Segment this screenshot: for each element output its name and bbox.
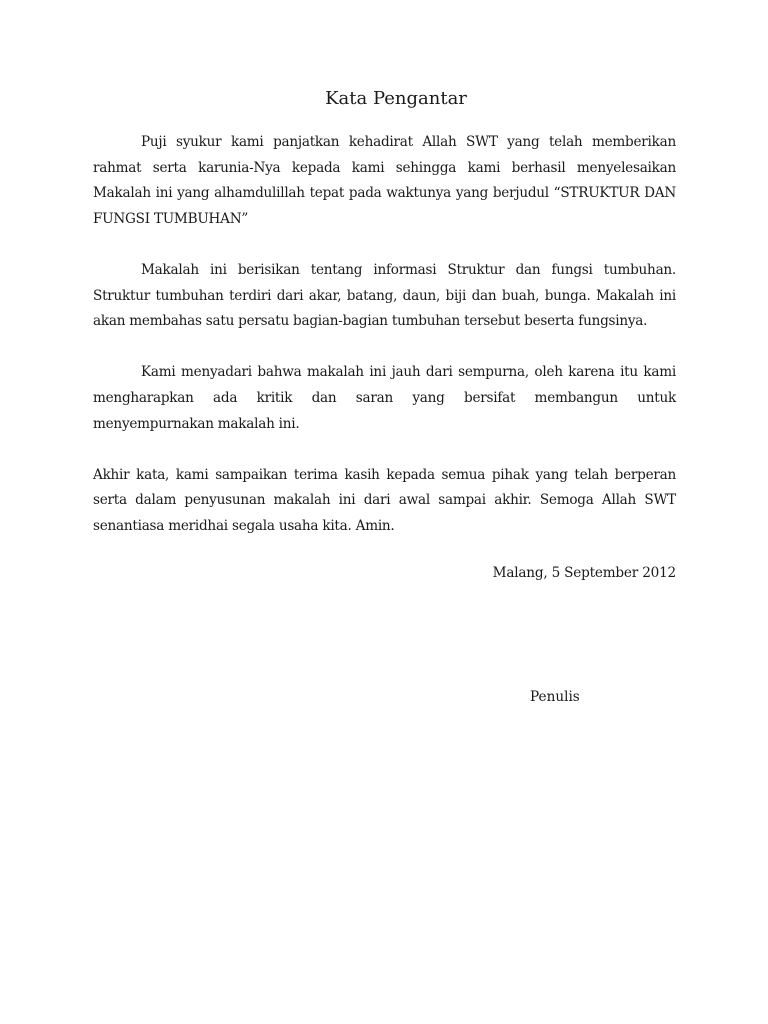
author-signature: Penulis (530, 689, 580, 705)
paragraph-opening: Puji syukur kami panjatkan kehadirat Allah SWT yang telah memberikan rahmat serta karunia-Nya kepada kami sehingga kami berhasil menyelesaikan Makalah ini yang alhamdulillah tepat pada waktunya yang berjudul “STRUKTUR DAN FUNGSI TUMBUHAN” (93, 134, 676, 227)
paragraph-closing: Akhir kata, kami sampaikan terima kasih kepada semua pihak yang telah berperan serta dalam penyusunan makalah ini dari awal sampai akhir. Semoga Allah SWT senantiasa meridhai segala usaha kita. Amin. (93, 466, 676, 534)
document-body (93, 130, 676, 565)
paragraph-content: Makalah ini berisikan tentang informasi Struktur dan fungsi tumbuhan. Struktur tumbuhan terdiri dari akar, batang, daun, biji dan buah, bunga. Makalah ini akan membahas satu persatu bagian-bagian tumbuhan tersebut beserta fungsinya. (93, 261, 676, 330)
place-date: Malang, 5 September 2012 (492, 565, 676, 581)
document-title: Kata Pengantar (325, 88, 467, 109)
paragraph-acknowledgement: Kami menyadari bahwa makalah ini jauh dari sempurna, oleh karena itu kami mengharapkan ada kritik dan saran yang bersifat membangun untuk menyempurnakan makalah ini. (93, 364, 676, 432)
